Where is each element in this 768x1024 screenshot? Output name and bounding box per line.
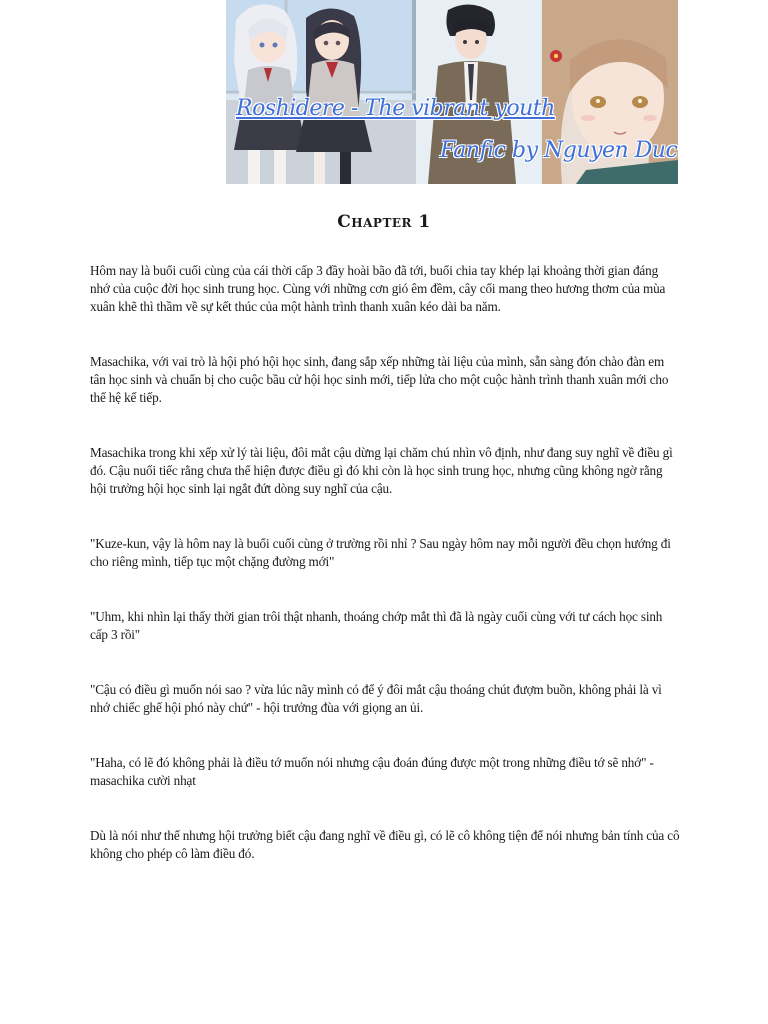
chapter-title: Chapter 1 xyxy=(337,212,431,232)
cover-banner xyxy=(226,0,678,184)
cover-author: Fanfic by Nguyen Duc xyxy=(440,138,678,163)
cover-title: Roshidere - The vibrant youth xyxy=(236,96,555,121)
chapter-body xyxy=(90,262,680,900)
paragraph: "Uhm, khi nhìn lại thấy thời gian trôi thật nhanh, thoáng chớp mắt thì đã là ngày cuối cùng với tư cách học sinh cấp 3 rồi" xyxy=(90,609,663,642)
paragraph: Masachika trong khi xếp xử lý tài liệu, đôi mắt cậu dừng lại chăm chú nhìn vô định, như đang suy nghĩ về điều gì đó. Cậu nuối tiếc rằng chưa thể hiện được điều gì đó khi còn là học sinh trung học, nhưng cũng không ngờ rằng hội trưởng hội học sinh lại ngắt đứt dòng suy nghĩ của cậu. xyxy=(90,445,673,496)
paragraph: "Haha, có lẽ đó không phải là điều tớ muốn nói nhưng cậu đoán đúng được một trong những điều tớ sẽ nhớ" - masachika cười nhạt xyxy=(90,755,654,788)
paragraph: "Kuze-kun, vậy là hôm nay là buổi cuối cùng ở trường rồi nhỉ ? Sau ngày hôm nay mỗi người đều chọn hướng đi cho riêng mình, tiếp tục một chặng đường mới" xyxy=(90,536,671,569)
paragraph: Hôm nay là buổi cuối cùng của cái thời cấp 3 đầy hoài bão đã tới, buổi chia tay khép lại khoảng thời gian đáng nhớ của cuộc đời học sinh trung học. Cùng với những cơn gió êm đềm, cây cối mang theo hương thơm của mùa xuân khẽ thì thầm về sự kết thúc của một hành trình thanh xuân kéo dài ba năm. xyxy=(90,263,666,314)
paragraph: Dù là nói như thế nhưng hội trưởng biết cậu đang nghĩ về điều gì, có lẽ cô không tiện để nói nhưng bản tính của cô không cho phép cô làm điều đó. xyxy=(90,828,680,861)
paragraph: "Cậu có điều gì muốn nói sao ? vừa lúc nãy mình có để ý đôi mắt cậu thoáng chút đượm buồn, không phải là vì nhớ chiếc ghế hội phó này chứ" - hội trưởng đùa với giọng an ủi. xyxy=(90,682,662,715)
paragraph: Masachika, với vai trò là hội phó hội học sinh, đang sắp xếp những tài liệu của mình, sẵn sàng đón chào đàn em tân học sinh và chuẩn bị cho cuộc bầu cử hội học sinh mới, tiếp lửa cho một cuộc hành trình thanh xuân mới cho thế hệ kế tiếp. xyxy=(90,354,669,405)
